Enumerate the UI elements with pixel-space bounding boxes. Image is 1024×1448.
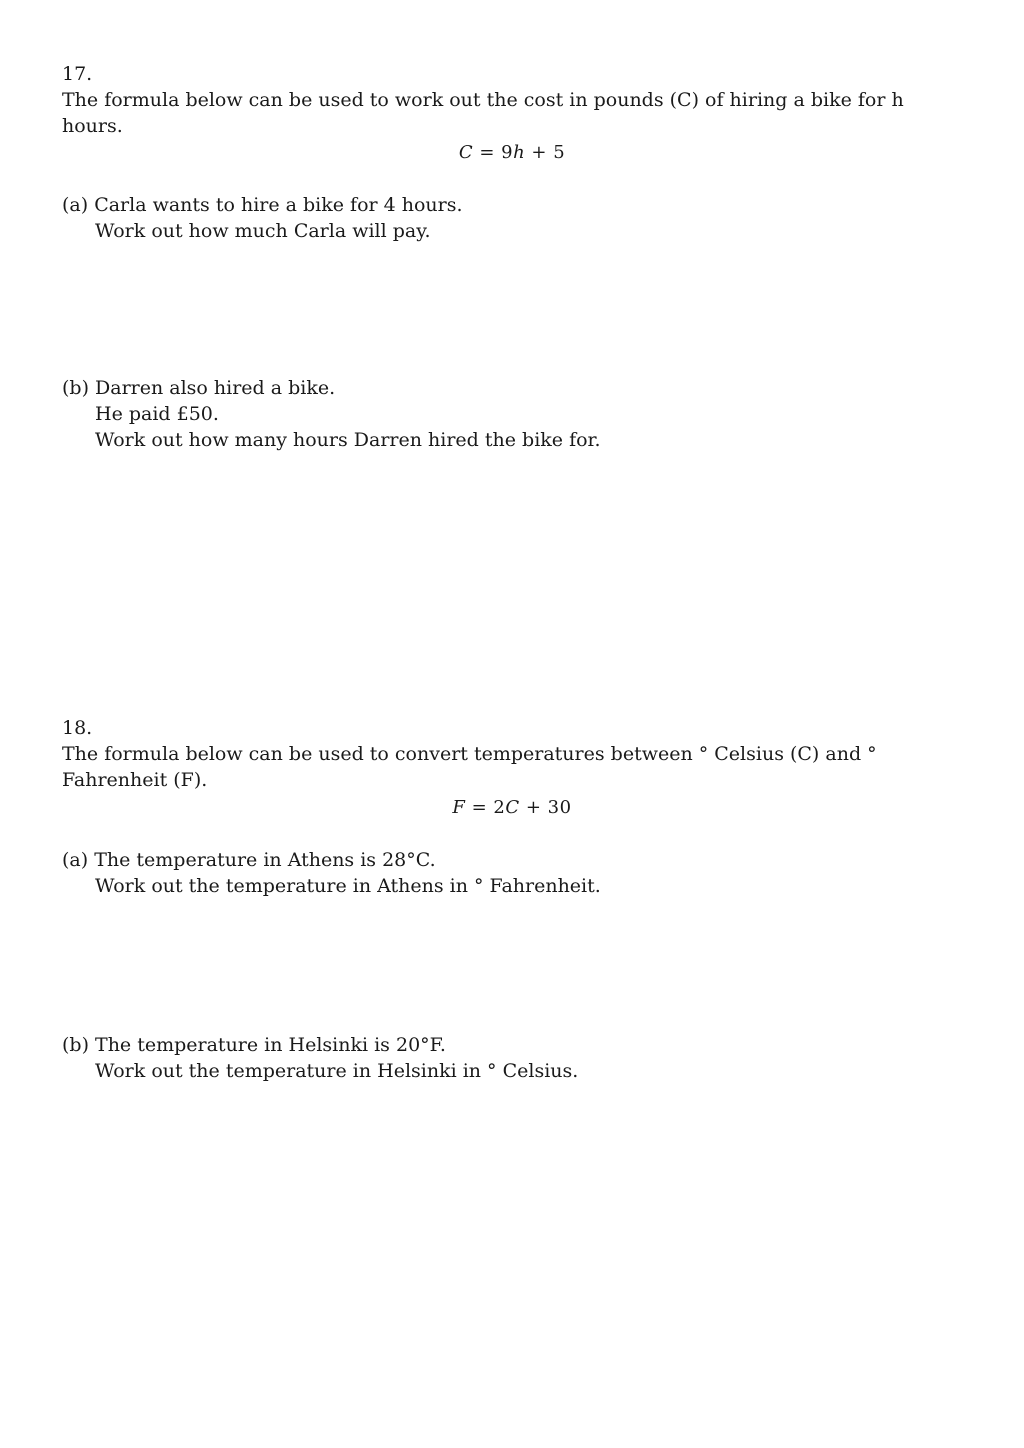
part-a-prompt: (a) Carla wants to hire a bike for 4 hours. [62, 194, 463, 216]
part-b-task: Work out how many hours Darren hired the bike for. [95, 429, 601, 451]
part-a [62, 192, 962, 244]
question-18 [62, 715, 962, 1082]
question-number: 17. [62, 63, 93, 85]
formula-rest: + 5 [525, 142, 566, 163]
part-b-prompt: (b) The temperature in Helsinki is 20°F. [62, 1034, 446, 1056]
formula-var: C [505, 797, 520, 818]
formula [62, 140, 962, 166]
formula-var: h [513, 142, 526, 163]
part-b-task: Work out the temperature in Helsinki in ° Celsius. [95, 1060, 579, 1082]
formula [62, 795, 962, 821]
part-a-task: Work out the temperature in Athens in ° Fahrenheit. [95, 875, 601, 897]
part-a [62, 847, 962, 899]
formula-eq: = 2 [465, 797, 506, 818]
formula-lhs: C [458, 142, 474, 163]
formula-rest: + 30 [519, 797, 572, 818]
question-17 [62, 61, 962, 451]
part-a-prompt: (a) The temperature in Athens is 28°C. [62, 849, 436, 871]
part-b-info: He paid £50. [95, 403, 219, 425]
part-b [62, 375, 962, 453]
formula-eq: = 9 [473, 142, 514, 163]
question-number: 18. [62, 717, 93, 739]
part-b [62, 1032, 962, 1084]
question-intro-line: The formula below can be used to work out the cost in pounds (C) of hiring a bike for h [62, 89, 904, 111]
part-a-task: Work out how much Carla will pay. [95, 220, 431, 242]
question-intro-line: hours. [62, 115, 123, 137]
formula-lhs: F [452, 797, 466, 818]
question-intro-line: Fahrenheit (F). [62, 769, 208, 791]
part-b-prompt: (b) Darren also hired a bike. [62, 377, 336, 399]
question-intro-line: The formula below can be used to convert temperatures between ° Celsius (C) and ° [62, 743, 877, 765]
